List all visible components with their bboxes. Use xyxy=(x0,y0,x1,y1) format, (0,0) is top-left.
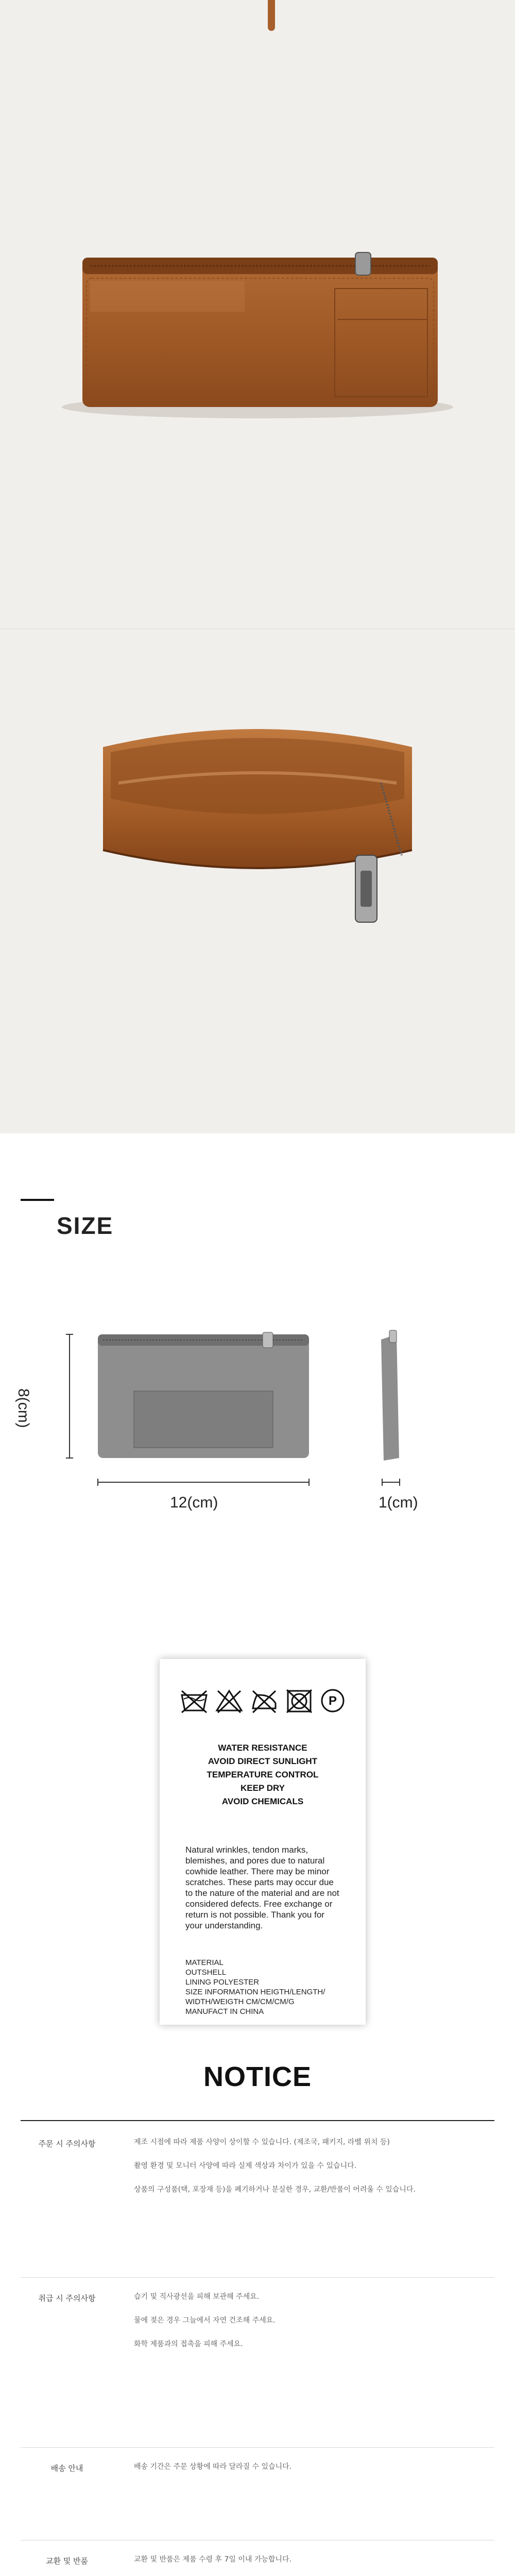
material-line: LINING POLYESTER xyxy=(185,1978,260,1987)
notice-row-separator xyxy=(21,2277,494,2278)
care-icons-row xyxy=(160,1683,366,1719)
notice-paragraph: 상품의 구성품(택, 포장재 등)을 폐기하거나 분실한 경우, 교환/반품이 어려울 수 있습니다. xyxy=(134,2185,416,2194)
wallet-closed-photo xyxy=(0,0,515,629)
svg-text:P: P xyxy=(328,1694,337,1708)
notice-paragraph: 습기 및 직사광선을 피해 보관해 주세요. xyxy=(134,2293,260,2301)
notice-row-separator xyxy=(21,2447,494,2448)
care-heading: AVOID CHEMICALS xyxy=(221,1797,304,1806)
notice-rule xyxy=(21,2120,494,2121)
professional-clean-p-icon xyxy=(320,1688,346,1714)
material-info xyxy=(185,1958,340,2016)
depth-indicator xyxy=(371,1475,412,1490)
care-heading: TEMPERATURE CONTROL xyxy=(207,1770,319,1780)
notice-paragraph: 물에 젖은 경우 그늘에서 자연 건조해 주세요. xyxy=(134,2316,276,2325)
no-tumble-dry-icon xyxy=(285,1688,314,1714)
no-iron-icon xyxy=(250,1688,279,1714)
notice-row-text xyxy=(134,2461,484,2484)
notice-paragraph: 배송 기간은 주문 상황에 따라 달라질 수 있습니다. xyxy=(134,2463,292,2471)
height-indicator xyxy=(26,1329,77,1473)
notice-row-text xyxy=(134,2136,484,2207)
notice-row-label: 주문 시 주의사항 xyxy=(38,2139,96,2148)
notice-paragraph: 제조 시점에 따라 제품 사양이 상이할 수 있습니다. (제조국, 패키지, 라벨 위치 등) xyxy=(134,2138,390,2146)
care-heading: KEEP DRY xyxy=(241,1783,285,1793)
depth-label: 1(cm) xyxy=(379,1494,418,1511)
width-label: 12(cm) xyxy=(170,1494,218,1511)
height-label: 8(cm) xyxy=(15,1388,32,1428)
care-headings xyxy=(160,1741,366,1808)
material-line: WIDTH/WEIGTH CM/CM/CM/G xyxy=(185,1997,295,2006)
notice-title: NOTICE xyxy=(203,2061,312,2092)
notice-row-label: 교환 및 반품 xyxy=(46,2556,88,2566)
no-wash-icon xyxy=(180,1688,209,1714)
wallet-side-diagram xyxy=(371,1329,412,1473)
care-label-card xyxy=(160,1659,366,2025)
material-line: MATERIAL xyxy=(185,1958,224,1967)
care-heading: WATER RESISTANCE xyxy=(218,1743,307,1753)
notice-paragraph: 화학 제품과의 접촉을 피해 주세요. xyxy=(134,2340,243,2348)
care-heading: AVOID DIRECT SUNLIGHT xyxy=(208,1756,318,1766)
notice-row-label: 배송 안내 xyxy=(50,2464,83,2473)
product-photo-area xyxy=(0,0,515,1133)
material-line: OUTSHELL xyxy=(185,1968,227,1977)
notice-paragraph: 촬영 환경 및 모니터 사양에 따라 실제 색상과 차이가 있을 수 있습니다. xyxy=(134,2162,357,2170)
width-indicator xyxy=(93,1475,314,1490)
no-bleach-icon xyxy=(215,1688,244,1714)
notice-row-label: 취급 시 주의사항 xyxy=(38,2294,96,2303)
care-paragraph: Natural wrinkles, tendon marks, blemishes, and pores due to natural cowhide leather. There may be minor scratches. These parts may occur due to the nature of the material and are not considered defects. Free exchange or return is not possible. Thank you for your understanding. xyxy=(185,1845,339,1930)
wallet-front-diagram xyxy=(93,1329,314,1473)
material-line: MANUFACT IN CHINA xyxy=(185,2007,264,2016)
notice-row-text xyxy=(134,2553,484,2576)
notice-row-text xyxy=(134,2291,484,2362)
notice-paragraph: 교환 및 반품은 제품 수령 후 7일 이내 가능합니다. xyxy=(134,2555,291,2564)
size-section-rule xyxy=(21,1199,54,1201)
material-line: SIZE INFORMATION HEIGTH/LENGTH/ xyxy=(185,1988,325,1996)
wallet-open-photo xyxy=(0,629,515,1133)
size-title: SIZE xyxy=(57,1212,114,1239)
